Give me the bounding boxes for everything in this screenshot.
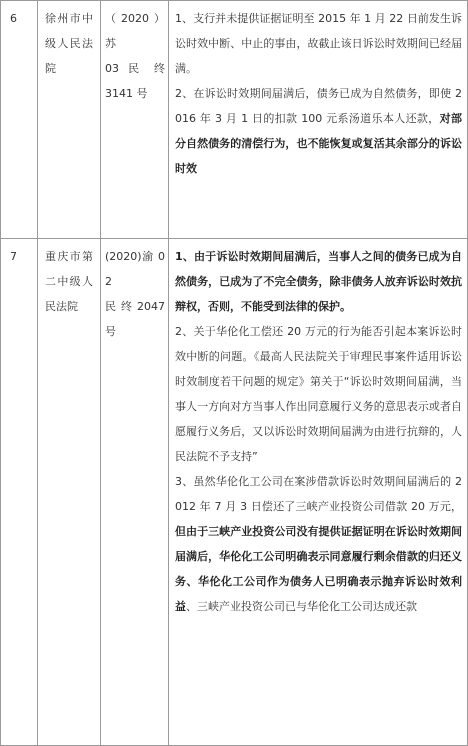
court-name [45,244,93,319]
summary-text-bold: 1、由于诉讼时效期间届满后，当事人之间的债务已成为自然债务，已成为了不完全债务，除非债务人放弃诉讼时效抗辩权，否则，不能受到法律的保护。 [175,250,462,313]
col-divider [100,0,101,746]
summary-paragraph [175,244,462,319]
summary-text: 2、在诉讼时效期间届满后，债务已成为自然债务，即使 2016 年 3 月 1 日的扣款 100 元系汤道乐本人还款， [175,87,462,125]
col-divider [168,0,169,746]
court-name-line: 民法院 [45,300,78,313]
judgment-summary [175,244,462,619]
row-number: 7 [10,250,17,263]
case-number-line: 03 民 终 [105,62,165,75]
court-name-line: 徐州市中 [45,12,93,25]
table-border-left [0,0,1,746]
case-number-line: （2020）苏 [105,12,165,50]
court-name [45,6,93,81]
court-name-line: 重庆市第 [45,250,93,263]
court-name-line: 级人民法 [45,37,93,50]
case-number-line: (2020)渝 02 [105,250,165,288]
summary-text: 、三峡产业投资公司已与华伦化工公司达成还款 [186,600,417,613]
summary-text: 2、关于华伦化工偿还 20 万元的行为能否引起本案诉讼时效中断的问题。《最高人民法院关于审理民事案件适用诉讼时效制度若干问题的规定》第关于“诉讼时效期间届满，当事人一方向对方当事人作出同意履行义务的意思表示或者自愿履行义务后，又以诉讼时效期间届满为由进行抗辩的，人民法院不予支持” [175,325,462,463]
table-border-top [0,0,468,1]
summary-text-bold: 对部分自然债务的清偿行为，也不能恢复或复活其余部分的诉讼时效 [175,112,462,175]
case-number-line: 民 终 2047 [105,300,165,313]
case-number [105,6,165,106]
summary-paragraph [175,469,462,619]
case-number-line: 号 [105,325,116,338]
summary-text: 3、虽然华伦化工公司在案涉借款诉讼时效期间届满后的 2012 年 7 月 3 日偿还了三峡产业投资公司借款 20 万元， [175,475,462,513]
summary-text: 1、支行并未提供证据证明至 2015 年 1 月 22 日前发生诉讼时效中断、中止的事由，故截止该日诉讼时效期间已经届满。 [175,12,462,75]
case-number-line: 3141 号 [105,87,148,100]
summary-paragraph [175,81,462,181]
row-number: 6 [10,12,17,25]
case-number [105,244,165,344]
court-name-line: 二中级人 [45,275,93,288]
col-divider [37,0,38,746]
summary-paragraph [175,6,462,81]
court-name-line: 院 [45,62,56,75]
row-divider [0,238,468,239]
summary-text-bold: 但由于三峡产业投资公司没有提供证据证明在诉讼时效期间届满后，华伦化工公司明确表示同意履行剩余借款的归还义务、华伦化工公司作为债务人已明确表示抛弃诉讼时效利益 [175,525,462,613]
summary-paragraph [175,319,462,469]
judgment-summary [175,6,462,181]
